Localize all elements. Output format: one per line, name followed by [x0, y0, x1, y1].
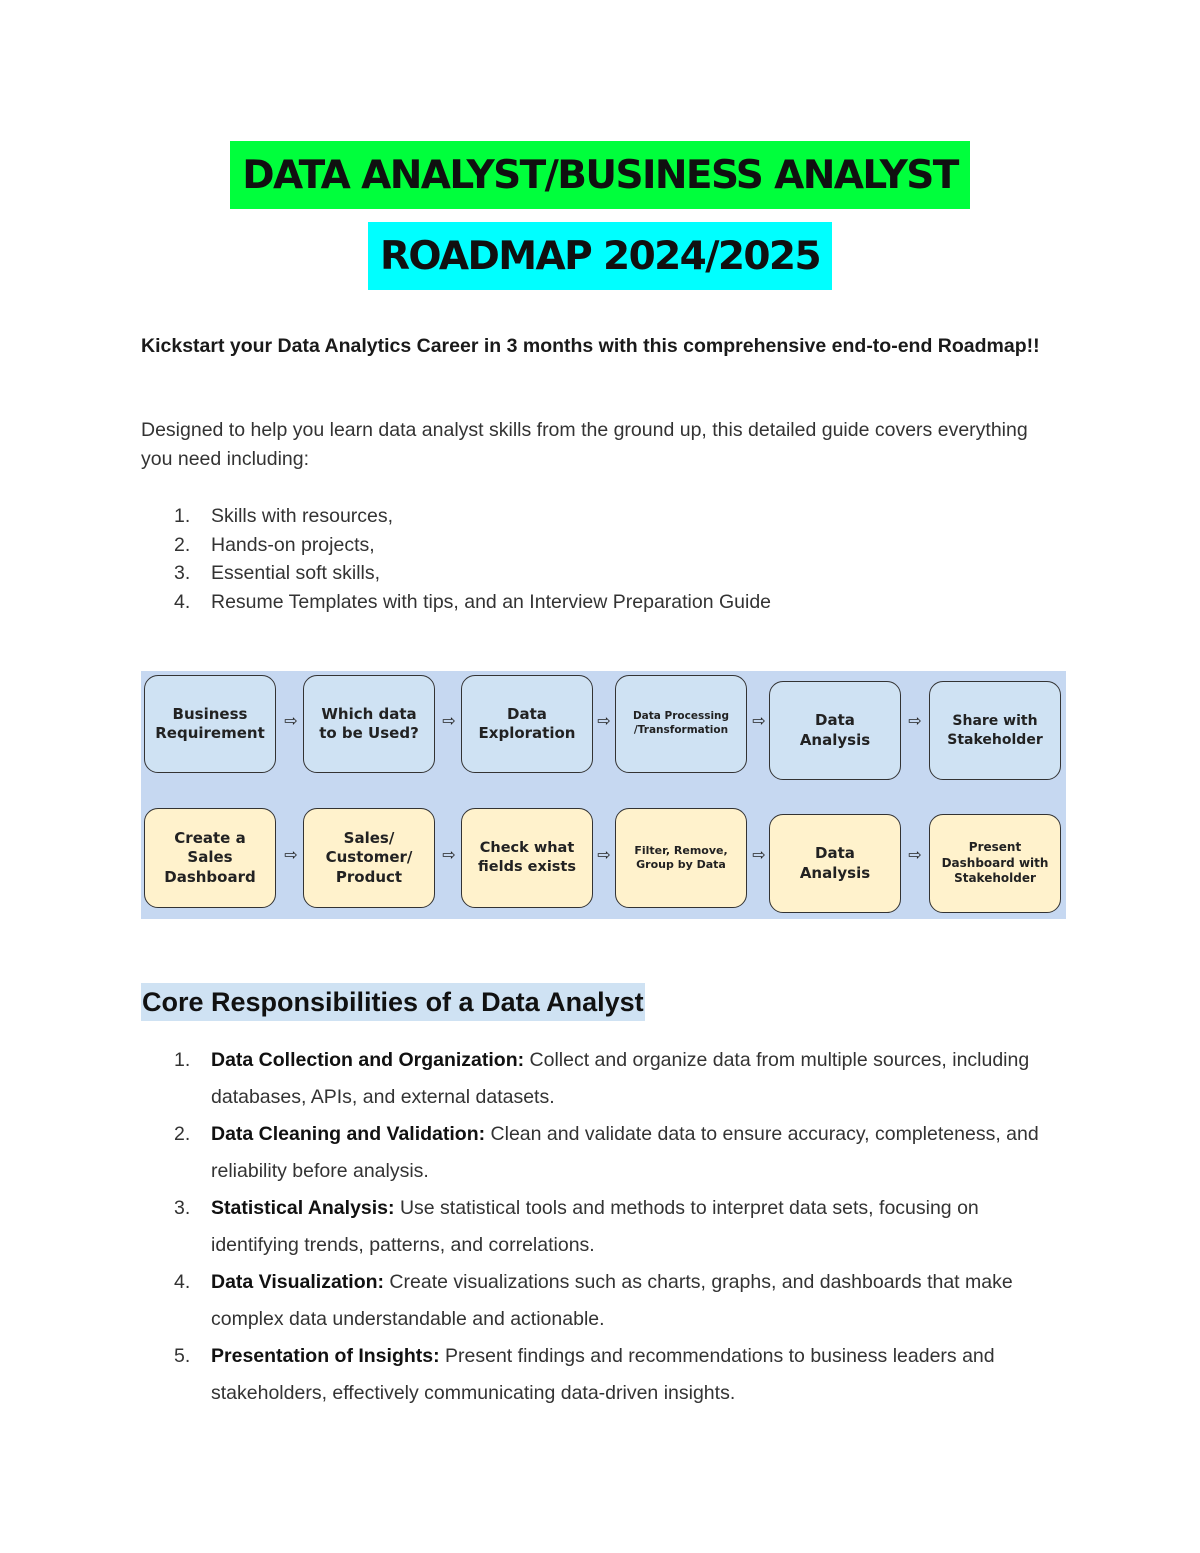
list-item-text: Resume Templates with tips, and an Interview Preparation Guide — [211, 590, 772, 613]
intro-list — [141, 502, 771, 616]
list-item-term: Data Visualization: — [211, 1271, 385, 1293]
list-item-body — [211, 1190, 1061, 1264]
title-line-2: ROADMAP 2024/2025 — [368, 222, 832, 290]
list-item — [141, 1190, 1061, 1264]
list-item — [141, 1264, 1061, 1338]
list-item-term: Data Collection and Organization: — [211, 1049, 525, 1071]
flow-box-sales-customer-product: Sales/ Customer/ Product — [303, 808, 435, 908]
responsibilities-list — [141, 1042, 1061, 1412]
arrow-right-icon: ⇨ — [597, 845, 611, 864]
arrow-right-icon: ⇨ — [597, 711, 611, 730]
arrow-right-icon: ⇨ — [442, 845, 456, 864]
list-item-text: Skills with resources, — [211, 505, 394, 527]
arrow-right-icon: ⇨ — [284, 845, 298, 864]
list-item — [141, 588, 771, 617]
list-item — [141, 502, 771, 531]
flow-box-filter-remove-group: Filter, Remove, Group by Data — [615, 808, 747, 908]
workflow-diagram — [141, 671, 1066, 919]
list-item — [141, 1116, 1061, 1190]
flow-box-data-processing: Data Processing /Transformation — [615, 675, 747, 773]
list-item-desc: Create visualizations such as charts, graphs, and dashboards that make complex data understandable and actionable. — [211, 1271, 1013, 1330]
flow-box-which-data: Which data to be Used? — [303, 675, 435, 773]
list-item-desc: Present findings and recommendations to business leaders and stakeholders, effectively communicating data-driven insights. — [211, 1345, 995, 1404]
list-item-term: Presentation of Insights: — [211, 1345, 440, 1367]
list-item-number: 4. — [174, 590, 191, 613]
list-item-number: 1. — [174, 1049, 191, 1071]
arrow-right-icon: ⇨ — [752, 711, 766, 730]
list-item-body — [211, 1042, 1061, 1116]
list-item-number: 3. — [174, 1197, 191, 1219]
list-item-text: Essential soft skills, — [211, 562, 381, 584]
flow-box-check-fields: Check what fields exists — [461, 808, 593, 908]
list-item — [141, 1338, 1061, 1412]
flow-box-present-dashboard: Present Dashboard with Stakeholder — [929, 814, 1061, 913]
list-item-term: Data Cleaning and Validation: — [211, 1123, 486, 1145]
list-item-body — [211, 1116, 1061, 1190]
flow-box-data-exploration: Data Exploration — [461, 675, 593, 773]
flow-box-data-analysis: Data Analysis — [769, 681, 901, 780]
list-item — [141, 531, 771, 560]
list-item — [141, 1042, 1061, 1116]
list-item-number: 4. — [174, 1271, 191, 1293]
list-item-number: 3. — [174, 562, 191, 584]
list-item-desc: Use statistical tools and methods to interpret data sets, focusing on identifying trends, patterns, and correlations. — [211, 1197, 979, 1256]
list-item-term: Statistical Analysis: — [211, 1197, 395, 1219]
arrow-right-icon: ⇨ — [752, 845, 766, 864]
list-item-desc: Clean and validate data to ensure accuracy, completeness, and reliability before analysis. — [211, 1123, 1039, 1182]
arrow-right-icon: ⇨ — [908, 711, 922, 730]
intro-paragraph: Designed to help you learn data analyst skills from the ground up, this detailed guide covers everything you need including: — [141, 419, 1028, 470]
flow-box-create-sales-dashboard: Create a Sales Dashboard — [144, 808, 276, 908]
list-item-number: 2. — [174, 533, 191, 556]
arrow-right-icon: ⇨ — [908, 845, 922, 864]
title-line-1-wrap — [0, 141, 1200, 209]
list-item-body — [211, 1264, 1061, 1338]
arrow-right-icon: ⇨ — [442, 711, 456, 730]
flow-box-share-with-stakeholder: Share with Stakeholder — [929, 681, 1061, 780]
title-line-1: DATA ANALYST/BUSINESS ANALYST — [230, 141, 969, 209]
list-item-number: 2. — [174, 1123, 191, 1145]
list-item — [141, 559, 771, 588]
list-item-number: 5. — [174, 1345, 191, 1367]
flow-box-data-analysis-2: Data Analysis — [769, 814, 901, 913]
title-line-2-wrap — [0, 222, 1200, 290]
arrow-right-icon: ⇨ — [284, 711, 298, 730]
flow-box-business-requirement: Business Requirement — [144, 675, 276, 773]
intro-headline: Kickstart your Data Analytics Career in 3 months with this comprehensive end-to-end Roadmap!! — [141, 335, 1040, 357]
list-item-text: Hands-on projects, — [211, 533, 375, 556]
list-item-desc: Collect and organize data from multiple sources, including databases, APIs, and external datasets. — [211, 1049, 1030, 1108]
list-item-body — [211, 1338, 1061, 1412]
section-heading: Core Responsibilities of a Data Analyst — [141, 983, 645, 1021]
list-item-number: 1. — [174, 505, 191, 527]
